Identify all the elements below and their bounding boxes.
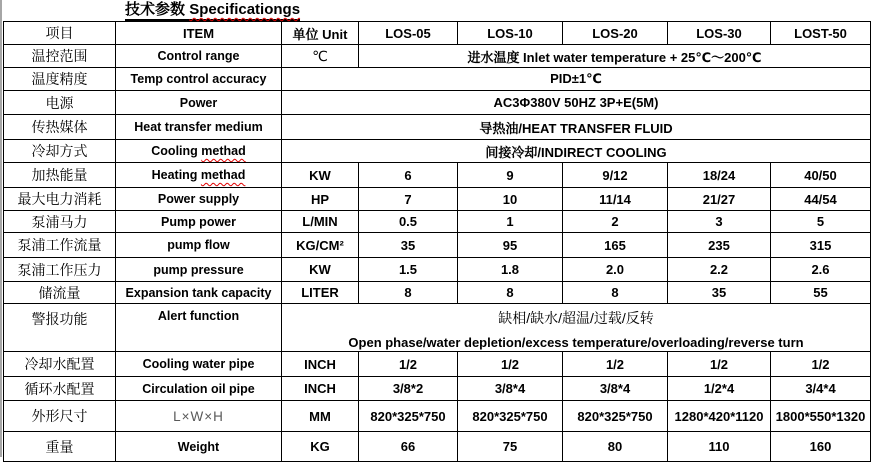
row-label-en: L×W×H xyxy=(116,401,282,432)
unit-cell: L/MIN xyxy=(282,211,359,233)
value-cell: 95 xyxy=(458,233,563,258)
row-label-zh: 冷却水配置 xyxy=(4,352,116,377)
row-label-zh: 加热能量 xyxy=(4,163,116,188)
alert-text-zh: 缺相/缺水/超温/过载/反转 xyxy=(498,310,654,326)
row-label-en: Expansion tank capacity xyxy=(116,282,282,304)
row-label-en: Circulation oil pipe xyxy=(116,377,282,401)
row-label-zh: 循环水配置 xyxy=(4,377,116,401)
value-cell: 44/54 xyxy=(771,188,871,211)
unit-cell: KW xyxy=(282,163,359,188)
value-cell: 3/4*4 xyxy=(771,377,871,401)
table-row xyxy=(4,377,871,401)
table-row xyxy=(4,68,871,91)
label-text: Heating xyxy=(151,168,201,182)
value-cell: 6 xyxy=(359,163,458,188)
alert-text-en: Open phase/water depletion/excess temperature/overloading/reverse turn xyxy=(348,335,804,350)
merged-value-cell: AC3Φ380V 50HZ 3P+E(5M) xyxy=(282,91,871,115)
unit-cell: KW xyxy=(282,258,359,282)
value-cell: 18/24 xyxy=(668,163,771,188)
value-cell: 10 xyxy=(458,188,563,211)
value-cell: 1/2 xyxy=(359,352,458,377)
title-bar xyxy=(0,0,873,21)
column-header: LOS-05 xyxy=(359,22,458,45)
merged-value-cell xyxy=(282,304,871,352)
column-header: LOST-50 xyxy=(771,22,871,45)
value-cell: 3/8*4 xyxy=(458,377,563,401)
table-row xyxy=(4,401,871,432)
value-cell: 1.8 xyxy=(458,258,563,282)
value-cell: 820*325*750 xyxy=(359,401,458,432)
value-cell: 3 xyxy=(668,211,771,233)
value-cell: 2.2 xyxy=(668,258,771,282)
value-cell: 2.6 xyxy=(771,258,871,282)
column-header: LOS-10 xyxy=(458,22,563,45)
value-cell: 9/12 xyxy=(563,163,668,188)
value-cell: 0.5 xyxy=(359,211,458,233)
row-label-en: pump flow xyxy=(116,233,282,258)
row-label-zh: 泵浦工作压力 xyxy=(4,258,116,282)
value-cell: 8 xyxy=(458,282,563,304)
value-cell: 1/2 xyxy=(771,352,871,377)
table-row xyxy=(4,211,871,233)
value-cell: 3/8*4 xyxy=(563,377,668,401)
value-cell: 2.0 xyxy=(563,258,668,282)
value-cell: 5 xyxy=(771,211,871,233)
column-header: LOS-20 xyxy=(563,22,668,45)
table-row xyxy=(4,140,871,163)
column-header: 单位 Unit xyxy=(282,22,359,45)
row-label-en: Temp control accuracy xyxy=(116,68,282,91)
table-row xyxy=(4,233,871,258)
row-label-zh: 储流量 xyxy=(4,282,116,304)
page-title-zh: 技术参数 xyxy=(125,1,186,18)
value-cell: 3/8*2 xyxy=(359,377,458,401)
row-label-en xyxy=(116,163,282,188)
value-cell: 11/14 xyxy=(563,188,668,211)
value-cell: 21/27 xyxy=(668,188,771,211)
table-row xyxy=(4,188,871,211)
misspelled-word: methad xyxy=(201,144,246,158)
value-cell: 7 xyxy=(359,188,458,211)
table-row xyxy=(4,115,871,140)
value-cell: 165 xyxy=(563,233,668,258)
table-row xyxy=(4,304,871,352)
merged-value-cell: 间接冷却/INDIRECT COOLING xyxy=(282,140,871,163)
row-label-en: Alert function xyxy=(116,304,282,352)
table-row xyxy=(4,282,871,304)
specifications-table xyxy=(3,21,871,462)
value-cell: 40/50 xyxy=(771,163,871,188)
value-cell: 8 xyxy=(359,282,458,304)
unit-cell: KG/CM² xyxy=(282,233,359,258)
value-cell: 80 xyxy=(563,432,668,462)
row-label-en: Control range xyxy=(116,45,282,68)
row-label-en: pump pressure xyxy=(116,258,282,282)
row-label-zh: 冷却方式 xyxy=(4,140,116,163)
row-label-zh: 电源 xyxy=(4,91,116,115)
value-cell: 75 xyxy=(458,432,563,462)
label-text: Cooling xyxy=(151,144,202,158)
table-row xyxy=(4,352,871,377)
value-cell: 160 xyxy=(771,432,871,462)
row-label-en: Pump power xyxy=(116,211,282,233)
merged-value-cell: 进水温度 Inlet water temperature + 25℃～200℃ xyxy=(359,45,871,68)
page-title xyxy=(125,1,300,21)
table-row xyxy=(4,432,871,462)
merged-value-cell: 导热油/HEAT TRANSFER FLUID xyxy=(282,115,871,140)
value-cell: 2 xyxy=(563,211,668,233)
row-label-en: Power xyxy=(116,91,282,115)
row-label-zh: 外形尺寸 xyxy=(4,401,116,432)
row-label-zh: 温度精度 xyxy=(4,68,116,91)
value-cell: 315 xyxy=(771,233,871,258)
unit-cell: HP xyxy=(282,188,359,211)
value-cell: 66 xyxy=(359,432,458,462)
value-cell: 1/2 xyxy=(563,352,668,377)
value-cell: 1 xyxy=(458,211,563,233)
table-row xyxy=(4,91,871,115)
table-row xyxy=(4,45,871,68)
table-row xyxy=(4,163,871,188)
value-cell: 1800*550*1320 xyxy=(771,401,871,432)
header-row xyxy=(4,22,871,45)
value-cell: 35 xyxy=(668,282,771,304)
value-cell: 820*325*750 xyxy=(563,401,668,432)
column-header: LOS-30 xyxy=(668,22,771,45)
value-cell: 9 xyxy=(458,163,563,188)
value-cell: 110 xyxy=(668,432,771,462)
table-row xyxy=(4,258,871,282)
row-label-en: Cooling water pipe xyxy=(116,352,282,377)
misspelled-word: Specificationgs xyxy=(189,1,301,18)
row-label-zh: 泵浦马力 xyxy=(4,211,116,233)
unit-cell: INCH xyxy=(282,352,359,377)
row-label-en: Weight xyxy=(116,432,282,462)
value-cell: 1.5 xyxy=(359,258,458,282)
unit-cell: KG xyxy=(282,432,359,462)
value-cell: 1/2*4 xyxy=(668,377,771,401)
row-label-en: Heat transfer medium xyxy=(116,115,282,140)
row-label-zh: 温控范围 xyxy=(4,45,116,68)
merged-value-cell: PID±1℃ xyxy=(282,68,871,91)
value-cell: 820*325*750 xyxy=(458,401,563,432)
unit-cell: LITER xyxy=(282,282,359,304)
row-label-zh: 警报功能 xyxy=(4,304,116,352)
value-cell: 35 xyxy=(359,233,458,258)
unit-cell: MM xyxy=(282,401,359,432)
value-cell: 1280*420*1120 xyxy=(668,401,771,432)
row-label-zh: 泵浦工作流量 xyxy=(4,233,116,258)
row-label-en xyxy=(116,140,282,163)
column-header: ITEM xyxy=(116,22,282,45)
row-label-zh: 传热媒体 xyxy=(4,115,116,140)
misspelled-word: methad xyxy=(200,168,246,182)
row-label-zh: 重量 xyxy=(4,432,116,462)
value-cell: 8 xyxy=(563,282,668,304)
value-cell: 1/2 xyxy=(458,352,563,377)
window-edge xyxy=(0,0,2,457)
value-cell: 1/2 xyxy=(668,352,771,377)
row-label-zh: 最大电力消耗 xyxy=(4,188,116,211)
value-cell: 235 xyxy=(668,233,771,258)
unit-cell: INCH xyxy=(282,377,359,401)
value-cell: 55 xyxy=(771,282,871,304)
unit-cell: ℃ xyxy=(282,45,359,68)
column-header: 项目 xyxy=(4,22,116,45)
row-label-en: Power supply xyxy=(116,188,282,211)
